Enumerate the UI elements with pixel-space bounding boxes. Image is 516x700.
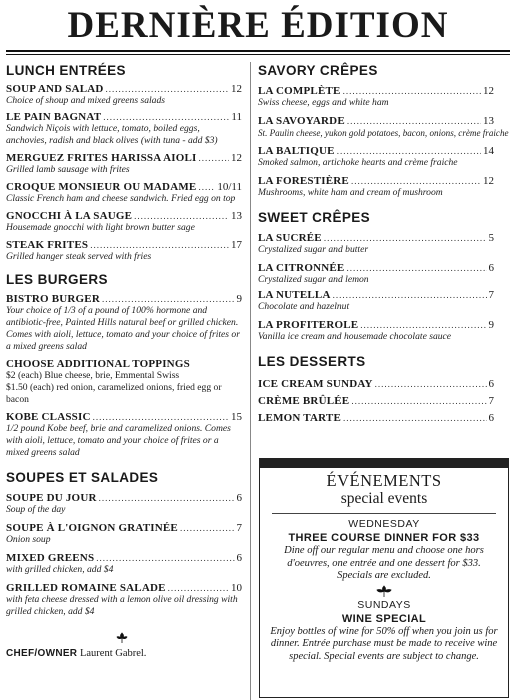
item-description: Crystalized sugar and butter [258,244,369,255]
menu-item [6,522,242,546]
menu-item [6,239,242,263]
item-price: 6 [236,492,242,504]
item-name: SOUPE À L'OIGNON GRATINÉE [6,522,178,534]
event-day: WEDNESDAY [348,518,420,530]
section-title-savory-crepes: SAVORY CRÊPES [258,63,378,78]
item-description: Smoked salmon, artichoke hearts and crème fraiche [258,157,458,168]
item-description: Grilled hanger steak served with fries [6,251,152,262]
menu-item [6,582,242,618]
item-name: LEMON TARTE [258,412,342,424]
item-description: Housemade gnocchi with light brown butter sage [6,222,195,233]
title-rule [6,50,510,52]
menu-item [6,293,242,353]
chef-label: CHEF/OWNER [6,648,78,659]
menu-item [6,492,242,516]
chef-name: Laurent Gabrel. [79,648,147,659]
item-price: 17 [231,239,242,251]
item-description: Soup of the day [6,504,66,515]
event-description: Enjoy bottles of wine for 50% off when you join us for dinner. Entrée purchase must be made to receive wine special. Special events are subject to change. [270,625,498,662]
event-day: SUNDAYS [357,598,411,611]
menu-item [6,552,242,576]
fleur-icon [373,584,395,598]
section-title-desserts: LES DESSERTS [258,354,366,369]
menu-item [6,411,242,459]
menu-item [258,175,494,199]
item-description: Onion soup [6,534,51,545]
menu-item [258,289,494,313]
item-name: LA BALTIQUE [258,145,335,157]
section-title-burgers: LES BURGERS [6,272,108,287]
menu-item [258,378,494,390]
item-price: 15 [231,411,242,423]
right-column [258,60,509,424]
events-subtitle: special events [340,490,428,507]
item-description: Vanilla ice cream and housemade chocolate sauce [258,331,452,342]
title-rule-thin [6,54,510,55]
item-name: CRÈME BRÛLÉE [258,395,350,407]
item-price: 12 [483,175,494,187]
events-title: ÉVÉNEMENTS [326,471,442,490]
menu-item [258,85,494,109]
item-description: St. Paulin cheese, yukon gold potatoes, bacon, onions, crème fraiche [258,128,509,138]
menu-item [6,358,242,406]
item-name: SOUPE DU JOUR [6,492,97,504]
section-title-soupes: SOUPES ET SALADES [6,470,159,485]
item-name: STEAK FRITES [6,239,89,251]
item-price: 13 [483,115,494,127]
item-price: 6 [488,412,494,424]
menu-title: DERNIÈRE ÉDITION [67,5,449,46]
chef-credit [6,648,146,659]
item-description: Your choice of 1/3 of a pound of 100% hormone and antibiotic-free, Painted Hills natural beef or grilled chicken. Comes with aioli, lettuce, tomato and your choice of frites or a mixed greens salad [6,305,240,352]
menu-item [6,83,242,107]
item-price: 9 [488,319,494,331]
events-divider [272,513,496,514]
item-description: 1/2 pound Kobe beef, brie and caramelized onions. Comes with aioli, lettuce, tomato and your choice of frites or a mixed greens salad [6,423,231,458]
menu-item [6,210,242,234]
item-description: with feta cheese dressed with a lemon olive oil dressing with grilled chicken, add $4 [6,594,238,617]
item-price: 9 [236,293,242,305]
item-name: MERGUEZ FRITES HARISSA AIOLI [6,152,197,164]
item-name: CHOOSE ADDITIONAL TOPPINGS [6,358,190,370]
events-box [259,458,509,698]
item-name: MIXED GREENS [6,552,95,564]
menu-item [258,395,494,407]
item-description: Choice of shoup and mixed greens salads [6,95,165,106]
section-title-lunch: LUNCH ENTRÉES [6,63,126,78]
menu-item [258,145,494,169]
events-header-bar [260,459,508,468]
item-price: 6 [488,262,494,274]
event-description: Dine off our regular menu and choose one hors d'oeuvres, one entrée and one dessert for $33. Specials are excluded. [284,545,484,581]
event-heading: WINE SPECIAL [341,612,427,625]
item-price: 7 [488,395,494,407]
menu-item [258,232,494,256]
fleur-icon [115,632,129,644]
item-price: 14 [483,145,494,157]
item-name: LA NUTELLA [258,289,331,301]
menu-item [6,111,242,147]
column-divider [250,62,251,700]
item-price: 5 [488,232,494,244]
item-description: Grilled lamb sausage with frites [6,164,130,175]
menu-item [258,115,509,139]
item-name: LA CITRONNÉE [258,262,345,274]
item-price: 6 [236,552,242,564]
item-name: LA SAVOYARDE [258,115,345,127]
item-name: LA FORESTIÈRE [258,175,349,187]
item-description: with grilled chicken, add $4 [6,564,114,575]
item-description: Crystalized sugar and lemon [258,274,369,285]
item-name: LE PAIN BAGNAT [6,111,102,123]
item-name: GNOCCHI À LA SAUGE [6,210,133,222]
item-price: 10 [231,582,242,594]
item-description: Swiss cheese, eggs and white ham [258,97,389,108]
item-name: ICE CREAM SUNDAY [258,378,373,390]
item-name: KOBE CLASSIC [6,411,91,423]
item-description: Sandwich Niçois with lettuce, tomato, boiled eggs, anchovies, radish and black olives (with tuna - add $3) [6,123,218,146]
menu-item [258,412,494,424]
item-name: LA PROFITEROLE [258,319,359,331]
item-name: LA COMPLÈTE [258,85,341,97]
left-column [6,60,242,618]
item-description: Classic French ham and cheese sandwich. Fried egg on top [6,193,236,204]
item-name: LA SUCRÉE [258,232,322,244]
item-name: CROQUE MONSIEUR OU MADAME [6,181,197,193]
menu-item [6,152,242,176]
menu-item [258,319,494,343]
section-title-sweet-crepes: SWEET CRÊPES [258,210,371,225]
item-price: 10/11 [217,181,242,193]
item-price: 6 [488,378,494,390]
item-name: BISTRO BURGER [6,293,100,305]
event-heading: THREE COURSE DINNER FOR $33 [288,532,480,544]
item-description: Mushrooms, white ham and cream of mushroom [258,187,443,198]
item-price: 12 [483,85,494,97]
item-description: Chocolate and hazelnut [258,301,350,312]
item-price: 12 [231,83,242,95]
item-price: 12 [231,152,242,164]
menu-item [258,262,494,286]
item-price: 7 [236,522,242,534]
item-price: 13 [231,210,242,222]
item-price: 7 [488,289,494,301]
menu-item [6,181,242,205]
item-name: GRILLED ROMAINE SALADE [6,582,166,594]
item-name: SOUP AND SALAD [6,83,104,95]
topping-line: $2 (each) Blue cheese, brie, Emmental Swiss [6,370,180,381]
topping-line: $1.50 (each) red onion, caramelized onions, fried egg or bacon [6,382,222,405]
item-price: 11 [231,111,242,123]
